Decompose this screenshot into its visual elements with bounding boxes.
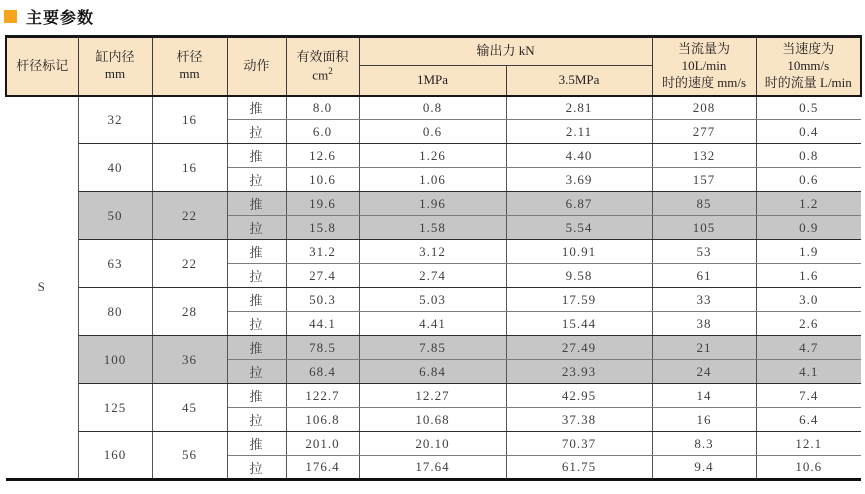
cell-speed: 8.3 <box>652 432 756 456</box>
cell-rod: 56 <box>152 432 227 480</box>
cell-bore: 160 <box>78 432 152 480</box>
header-output-force <box>359 37 652 66</box>
table-row <box>6 192 861 216</box>
cell-flow: 1.9 <box>756 240 861 264</box>
orange-square-bullet-icon <box>4 10 17 23</box>
cell-action: 推 <box>227 288 286 312</box>
cell-speed: 105 <box>652 216 756 240</box>
header-flow-line1: 当速度为 <box>782 40 835 56</box>
cell-speed: 157 <box>652 168 756 192</box>
cell-area: 6.0 <box>286 120 359 144</box>
cell-force-1mpa: 1.58 <box>359 216 506 240</box>
cell-rod: 22 <box>152 240 227 288</box>
cell-area: 15.8 <box>286 216 359 240</box>
cell-flow: 2.6 <box>756 312 861 336</box>
cell-flow: 3.0 <box>756 288 861 312</box>
cell-speed: 14 <box>652 384 756 408</box>
cell-force-35mpa: 2.11 <box>506 120 652 144</box>
cell-speed: 21 <box>652 336 756 360</box>
cell-force-1mpa: 20.10 <box>359 432 506 456</box>
table-row <box>6 144 861 168</box>
cell-area: 44.1 <box>286 312 359 336</box>
parameters-table <box>5 35 862 481</box>
cell-area: 106.8 <box>286 408 359 432</box>
cell-area: 10.6 <box>286 168 359 192</box>
table-row <box>6 336 861 360</box>
cell-action: 推 <box>227 336 286 360</box>
cell-area: 176.4 <box>286 456 359 480</box>
cell-bore: 125 <box>78 384 152 432</box>
cell-force-35mpa: 23.93 <box>506 360 652 384</box>
cell-force-1mpa: 1.06 <box>359 168 506 192</box>
cell-action: 推 <box>227 432 286 456</box>
cell-action: 推 <box>227 384 286 408</box>
cell-action: 推 <box>227 192 286 216</box>
cell-force-35mpa: 3.69 <box>506 168 652 192</box>
header-bore-unit: mm <box>104 66 126 82</box>
cell-flow: 1.6 <box>756 264 861 288</box>
section-title-row <box>4 5 865 28</box>
header-speed-at-flow <box>652 37 756 96</box>
header-bore-label: 缸内径 <box>95 49 135 65</box>
cell-speed: 33 <box>652 288 756 312</box>
header-pressure-1mpa: 1MPa <box>359 66 506 96</box>
header-area-sup: 2 <box>328 65 333 76</box>
cell-speed: 16 <box>652 408 756 432</box>
header-speed-line2: 10L/min <box>681 57 727 73</box>
cell-force-35mpa: 6.87 <box>506 192 652 216</box>
cell-flow: 0.5 <box>756 96 861 120</box>
cell-rod: 16 <box>152 144 227 192</box>
cell-action: 拉 <box>227 360 286 384</box>
page-title: 主要参数 <box>26 10 95 27</box>
cell-force-35mpa: 2.81 <box>506 96 652 120</box>
table-body <box>6 96 861 480</box>
cell-action: 拉 <box>227 168 286 192</box>
header-rod-mark-label: 杆径标记 <box>16 57 69 73</box>
cell-action: 拉 <box>227 456 286 480</box>
header-area <box>286 37 359 96</box>
cell-force-35mpa: 15.44 <box>506 312 652 336</box>
cell-speed: 61 <box>652 264 756 288</box>
cell-speed: 24 <box>652 360 756 384</box>
cell-action: 拉 <box>227 264 286 288</box>
cell-flow: 0.6 <box>756 168 861 192</box>
cell-action: 拉 <box>227 120 286 144</box>
cell-area: 12.6 <box>286 144 359 168</box>
table-row <box>6 96 861 120</box>
cell-bore: 100 <box>78 336 152 384</box>
header-action <box>227 37 286 96</box>
table-row <box>6 432 861 456</box>
cell-area: 68.4 <box>286 360 359 384</box>
cell-bore: 32 <box>78 96 152 144</box>
cell-area: 201.0 <box>286 432 359 456</box>
cell-action: 推 <box>227 96 286 120</box>
cell-speed: 208 <box>652 96 756 120</box>
cell-rod: 16 <box>152 96 227 144</box>
cell-force-1mpa: 5.03 <box>359 288 506 312</box>
cell-action: 推 <box>227 144 286 168</box>
cell-force-35mpa: 4.40 <box>506 144 652 168</box>
cell-speed: 38 <box>652 312 756 336</box>
cell-flow: 1.2 <box>756 192 861 216</box>
header-bore <box>78 37 152 96</box>
cell-force-1mpa: 10.68 <box>359 408 506 432</box>
header-output-force-label: 输出力 kN <box>476 43 535 59</box>
cell-force-35mpa: 37.38 <box>506 408 652 432</box>
cell-force-35mpa: 10.91 <box>506 240 652 264</box>
table-row <box>6 240 861 264</box>
cell-action: 推 <box>227 240 286 264</box>
cell-flow: 7.4 <box>756 384 861 408</box>
header-pressure-35mpa: 3.5MPa <box>506 66 652 96</box>
cell-flow: 0.8 <box>756 144 861 168</box>
header-area-label: 有效面积 <box>296 48 349 64</box>
cell-force-1mpa: 12.27 <box>359 384 506 408</box>
cell-action: 拉 <box>227 312 286 336</box>
cell-area: 19.6 <box>286 192 359 216</box>
header-action-label: 动作 <box>243 57 270 73</box>
cell-bore: 80 <box>78 288 152 336</box>
table-row <box>6 288 861 312</box>
cell-rod: 28 <box>152 288 227 336</box>
cell-speed: 277 <box>652 120 756 144</box>
cell-bore: 63 <box>78 240 152 288</box>
cell-flow: 12.1 <box>756 432 861 456</box>
cell-force-35mpa: 9.58 <box>506 264 652 288</box>
cell-rod: 45 <box>152 384 227 432</box>
cell-force-35mpa: 5.54 <box>506 216 652 240</box>
header-speed-line1: 当流量为 <box>678 40 731 56</box>
header-speed-line3: 时的速度 mm/s <box>661 74 747 90</box>
cell-force-35mpa: 70.37 <box>506 432 652 456</box>
header-rod-mark <box>6 37 78 96</box>
cell-speed: 85 <box>652 192 756 216</box>
cell-force-35mpa: 27.49 <box>506 336 652 360</box>
cell-flow: 4.1 <box>756 360 861 384</box>
cell-force-1mpa: 1.26 <box>359 144 506 168</box>
cell-speed: 132 <box>652 144 756 168</box>
cell-force-1mpa: 0.8 <box>359 96 506 120</box>
cell-rod: 36 <box>152 336 227 384</box>
header-flow-line2: 10mm/s <box>787 57 830 73</box>
cell-area: 78.5 <box>286 336 359 360</box>
cell-flow: 6.4 <box>756 408 861 432</box>
cell-bore: 40 <box>78 144 152 192</box>
header-rod <box>152 37 227 96</box>
cell-force-1mpa: 7.85 <box>359 336 506 360</box>
cell-force-1mpa: 6.84 <box>359 360 506 384</box>
header-rod-label: 杆径 <box>176 49 203 65</box>
cell-area: 122.7 <box>286 384 359 408</box>
cell-force-1mpa: 17.64 <box>359 456 506 480</box>
cell-force-1mpa: 1.96 <box>359 192 506 216</box>
cell-force-1mpa: 2.74 <box>359 264 506 288</box>
header-flow-line3: 时的流量 L/min <box>764 74 852 90</box>
cell-rod-mark: S <box>6 96 78 480</box>
cell-rod: 22 <box>152 192 227 240</box>
cell-action: 拉 <box>227 408 286 432</box>
cell-flow: 0.9 <box>756 216 861 240</box>
cell-force-1mpa: 0.6 <box>359 120 506 144</box>
cell-speed: 9.4 <box>652 456 756 480</box>
cell-bore: 50 <box>78 192 152 240</box>
cell-force-1mpa: 3.12 <box>359 240 506 264</box>
cell-speed: 53 <box>652 240 756 264</box>
cell-force-35mpa: 17.59 <box>506 288 652 312</box>
header-area-unit: cm <box>312 66 329 82</box>
cell-flow: 10.6 <box>756 456 861 480</box>
cell-flow: 4.7 <box>756 336 861 360</box>
cell-force-1mpa: 4.41 <box>359 312 506 336</box>
table-row <box>6 384 861 408</box>
cell-action: 拉 <box>227 216 286 240</box>
cell-area: 8.0 <box>286 96 359 120</box>
cell-force-35mpa: 61.75 <box>506 456 652 480</box>
cell-area: 27.4 <box>286 264 359 288</box>
header-flow-at-speed <box>756 37 861 96</box>
cell-area: 50.3 <box>286 288 359 312</box>
cell-flow: 0.4 <box>756 120 861 144</box>
header-rod-unit: mm <box>179 66 200 82</box>
cell-area: 31.2 <box>286 240 359 264</box>
cell-force-35mpa: 42.95 <box>506 384 652 408</box>
